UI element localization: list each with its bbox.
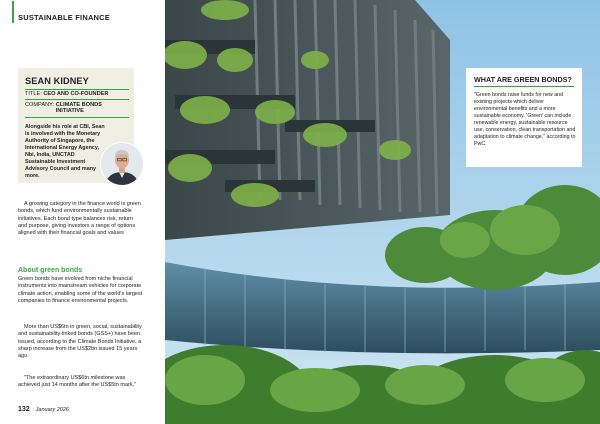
profile-divider <box>25 99 129 100</box>
building-photo <box>165 0 600 424</box>
profile-name: SEAN KIDNEY <box>25 76 89 86</box>
body-paragraph-2: More than US$6tn in green, social, sustainability and sustainability-linked bonds (GSS+) have been issued, according to the Climate Bonds Initiative, a sharp increase from the US$2bn issued 15 years ago. <box>18 324 142 360</box>
profile-title-row <box>25 91 108 97</box>
intro-paragraph: A growing category in the finance world is green bonds, which fund environmentally sustainable initiatives. Each bond type balances risk, return and purpose, giving investors a range of options aligned with their financial goals and values <box>18 201 141 237</box>
page-footer <box>18 406 69 413</box>
profile-bio: Alongside his role at CBI, Sean is involved with the Monetary Authority of Singapore, the International Energy Agency, Nbi, India, UNCTAD Sustainable Investment Advisory Council and many more. <box>25 124 105 179</box>
info-box-divider <box>474 86 574 87</box>
profile-company-row <box>25 102 125 115</box>
section-tag-label: SUSTAINABLE FINANCE <box>18 13 110 22</box>
profile-divider <box>25 117 129 118</box>
body-paragraph-1: Green bonds have evolved from niche financial instruments into mainstream vehicles for corporate climate action, enabling some of the world's largest companies to finance environmental projects. <box>18 276 143 304</box>
info-box-text: "Green bonds raise funds for new and existing projects which deliver environmental benefits and a more sustainable economy. 'Green' can include renewable energy, sustainable resource use, conservation, clean transportation and adaptation to climate change," according to PwC. <box>474 92 576 147</box>
issue-date: January 2026 <box>35 407 69 413</box>
page-number: 132 <box>18 406 30 413</box>
profile-company-value: CLIMATE BONDS INITIATIVE <box>55 102 102 115</box>
subhead: About green bonds <box>18 267 83 274</box>
left-text-column <box>0 0 165 424</box>
section-tag <box>18 13 110 22</box>
profile-divider <box>25 89 129 90</box>
profile-company-label: COMPANY: <box>25 102 55 108</box>
avatar <box>100 142 144 186</box>
info-box <box>466 68 582 167</box>
profile-title-label: TITLE: <box>25 91 42 97</box>
section-accent-bar <box>12 1 14 23</box>
info-box-title: WHAT ARE GREEN BONDS? <box>474 75 572 84</box>
body-paragraph-3: "The extraordinary US$6tn milestone was achieved just 14 months after the US$5tn mark," <box>18 375 137 389</box>
profile-title-value: CEO AND CO-FOUNDER <box>43 91 109 97</box>
